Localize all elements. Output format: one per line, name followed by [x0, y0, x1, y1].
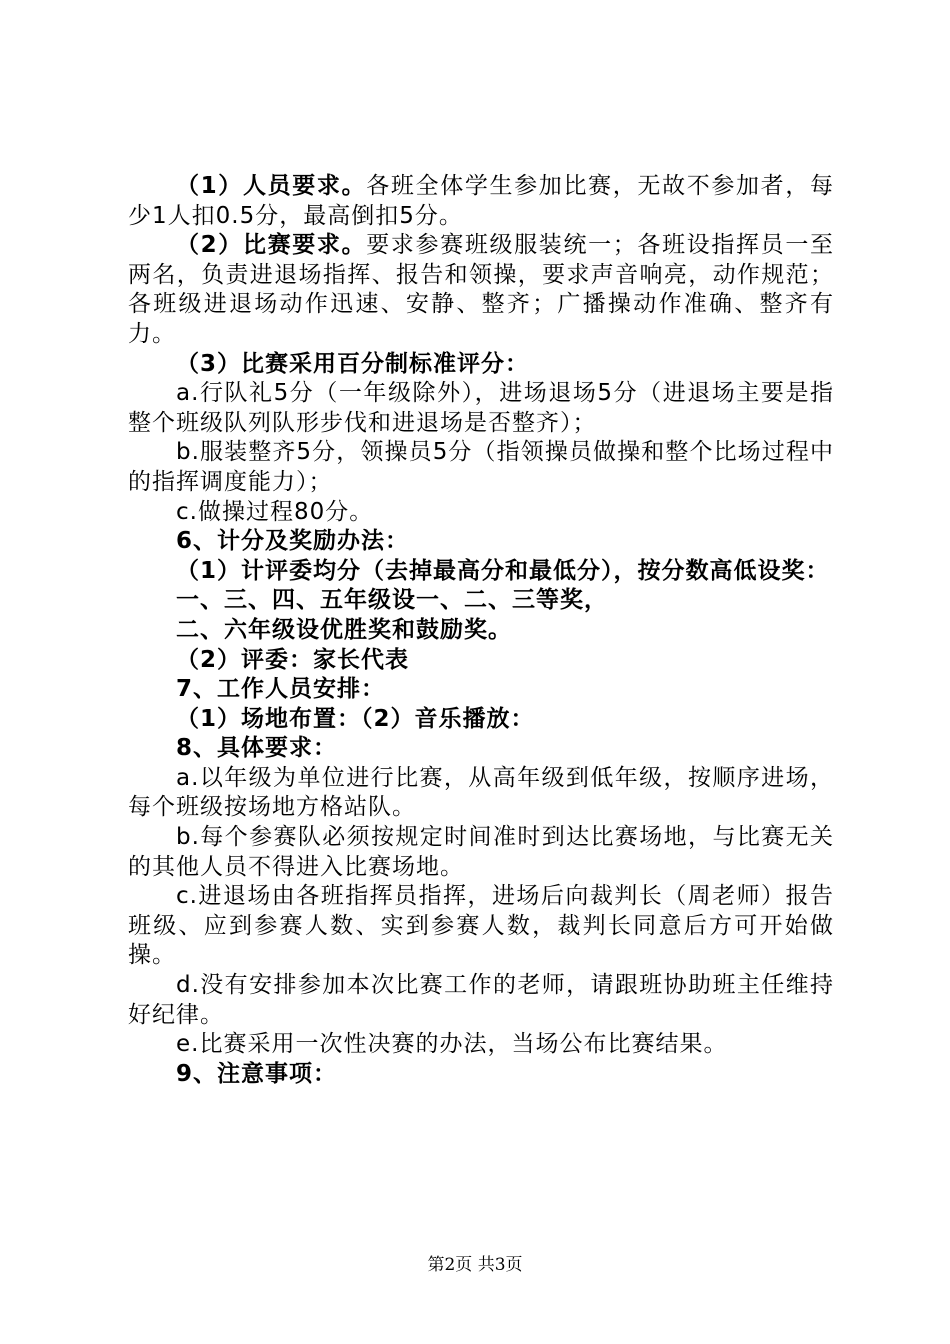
paragraph-item-b: b.服装整齐5分，领操员5分（指领操员做操和整个比场过程中的指挥调度能力）；: [128, 439, 834, 495]
section-heading-6: 6、计分及奖励办法：: [176, 528, 410, 555]
paragraph-staff: （1）场地布置：（2）音乐播放：: [176, 705, 535, 732]
paragraph-text: 各班全体学生参加比赛，无故不参加者，每少1人扣0.5分，最高倒扣5分。: [128, 173, 834, 229]
section-heading-8: 8、具体要求：: [176, 735, 338, 762]
document-body: [128, 172, 834, 1089]
paragraph-req-e: e.比赛采用一次性决赛的办法，当场公布比赛结果。: [176, 1031, 728, 1058]
section-heading-7: 7、工作人员安排：: [176, 676, 386, 703]
paragraph-awards-2: 二、六年级设优胜奖和鼓励奖。: [176, 616, 512, 643]
paragraph-item-c: c.做操过程80分。: [176, 498, 374, 525]
paragraph-req-d: d.没有安排参加本次比赛工作的老师，请跟班协助班主任维持好纪律。: [128, 972, 834, 1028]
paragraph-scoring-method: （1）计评委均分（去掉最高分和最低分），按分数高低设奖：: [176, 557, 830, 584]
paragraph-text: 要求参赛班级服装统一；各班设指挥员一至两名，负责进退场指挥、报告和领操，要求声音响亮，动作规范；各班级进退场动作迅速、安静、整齐；广播操动作准确、整齐有力。: [128, 232, 834, 347]
paragraph-awards-1: 一、三、四、五年级设一、二、三等奖，: [176, 587, 608, 614]
paragraph-personnel-requirements: [128, 172, 834, 231]
page-number-footer: 第2页 共3页: [427, 1255, 523, 1275]
paragraph-req-a: a.以年级为单位进行比赛，从高年级到低年级，按顺序进场，每个班级按场地方格站队。: [128, 764, 834, 821]
section-heading-9: 9、注意事项：: [176, 1060, 338, 1087]
paragraph-item-a: a.行队礼5分（一年级除外），进场退场5分（进退场主要是指整个班级队列队形步伐和进退场是否整齐）；: [128, 380, 834, 436]
paragraph-judges: （2）评委：家长代表: [176, 646, 410, 673]
paragraph-req-c: c.进退场由各班指挥员指挥，进场后向裁判长（周老师）报告班级、应到参赛人数、实到参赛人数，裁判长同意后方可开始做操。: [128, 883, 834, 969]
paragraph-scoring-standard: （3）比赛采用百分制标准评分：: [176, 350, 530, 377]
paragraph-req-b: b.每个参赛队必须按规定时间准时到达比赛场地，与比赛无关的其他人员不得进入比赛场地。: [128, 824, 834, 880]
paragraph-competition-requirements: [128, 231, 834, 349]
paragraph-heading: （2）比赛要求。: [176, 232, 367, 259]
paragraph-heading: （1）人员要求。: [176, 173, 367, 199]
